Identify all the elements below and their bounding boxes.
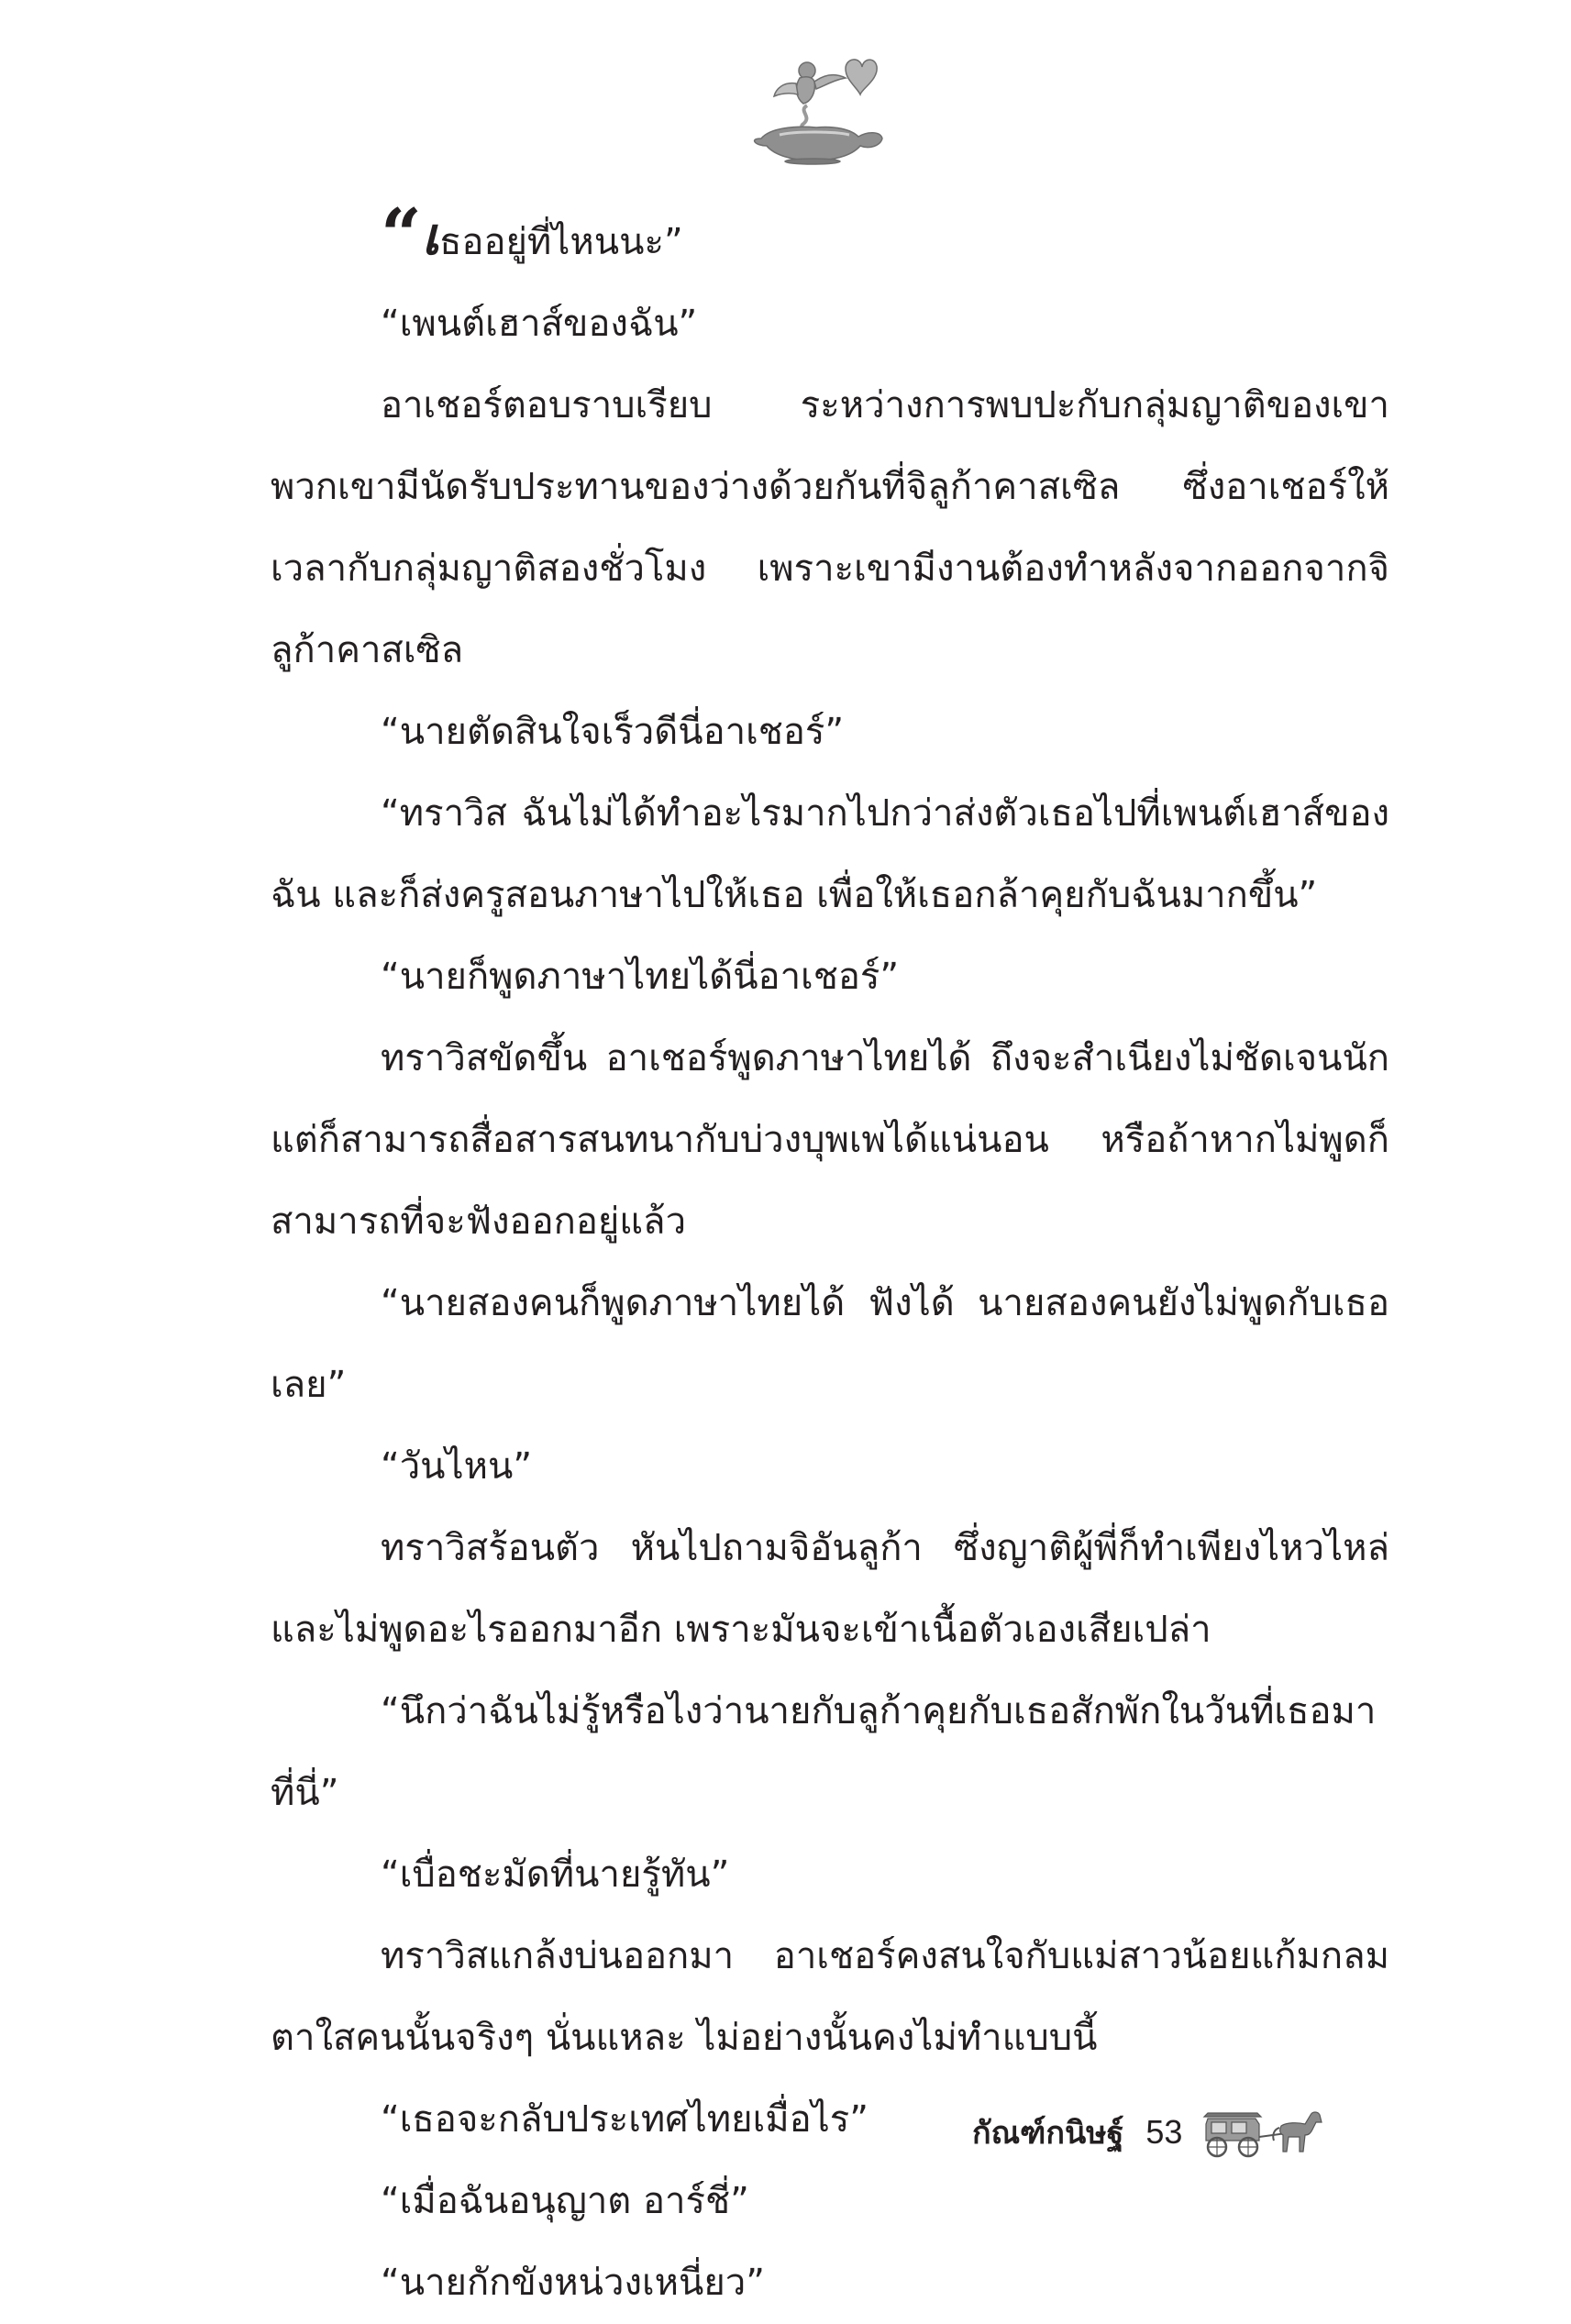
paragraph: “เธอจะกลับประเทศไทยเมื่อไร” — [381, 2098, 868, 2141]
paragraph: ทราวิสขัดขึ้น อาเชอร์พูดภาษาไทยได้ ถึงจะสำเนียงไม่ชัดเจนนักแต่ก็สามารถสื่อสารสนทนากับบ่วงบุพเพได้แน่นอน หรือถ้าหากไม่พูดก็สามารถที่จะฟังออกอยู่แล้ว — [271, 1037, 1389, 1243]
paragraph: “เบื่อชะมัดที่นายรู้ทัน” — [381, 1854, 730, 1896]
paragraph: “นายตัดสินใจเร็วดีนี่อาเชอร์” — [381, 711, 845, 753]
dropcap-letter: เ — [421, 207, 440, 267]
page-number: 53 — [1145, 2113, 1183, 2151]
horse-carriage-icon — [1202, 2106, 1331, 2159]
paragraph-first-text: ธออยู่ที่ไหนนะ” — [439, 221, 683, 263]
genie-lamp-icon — [743, 50, 890, 165]
paragraph: อาเชอร์ตอบราบเรียบ ระหว่างการพบปะกับกลุ่มญาติของเขา พวกเขามีนัดรับประทานของว่างด้วยกันที่จิลูก้าคาสเซิล ซึ่งอาเชอร์ให้เวลากับกลุ่มญาติสองชั่วโมง เพราะเขามีงานต้องทำหลังจากออกจากจิลูก้าคาสเซิล — [271, 384, 1389, 671]
paragraph: “ทราวิส ฉันไม่ได้ทำอะไรมากไปกว่าส่งตัวเธอไปที่เพนต์เฮาส์ของฉัน และก็ส่งครูสอนภาษาไปให้เธอ เพื่อให้เธอกล้าคุยกับฉันมากขึ้น” — [271, 792, 1389, 916]
paragraph: “เมื่อฉันอนุญาต อาร์ชี่” — [381, 2180, 749, 2222]
paragraph-first — [271, 202, 1389, 283]
page-footer — [972, 2105, 1394, 2160]
paragraph: “นึกว่าฉันไม่รู้หรือไงว่านายกับลูก้าคุยกับเธอสักพักในวันที่เธอมาที่นี่” — [271, 1690, 1377, 1814]
paragraph: “เพนต์เฮาส์ของฉัน” — [381, 303, 698, 345]
book-title: กัณฑ์กนิษฐ์ — [972, 2115, 1124, 2152]
paragraph: ทราวิสแกล้งบ่นออกมา อาเชอร์คงสนใจกับแม่สาวน้อยแก้มกลมตาใสคนนั้นจริงๆ นั่นแหละ ไม่อย่างนั้นคงไม่ทำแบบนี้ — [271, 1935, 1389, 2059]
body-text — [271, 202, 1389, 2324]
paragraph: “นายกักขังหน่วงเหนี่ยว” — [381, 2262, 765, 2304]
paragraph: “นายก็พูดภาษาไทยได้นี่อาเชอร์” — [381, 956, 900, 998]
paragraph: ทราวิสร้อนตัว หันไปถามจิอันลูก้า ซึ่งญาติผู้พี่ก็ทำเพียงไหวไหล่และไม่พูดอะไรออกมาอีก เพราะมันจะเข้าเนื้อตัวเองเสียเปล่า — [271, 1527, 1389, 1651]
paragraph: “นายสองคนก็พูดภาษาไทยได้ ฟังได้ นายสองคนยังไม่พูดกับเธอเลย” — [271, 1282, 1389, 1406]
dropcap-quote: “ — [381, 202, 422, 277]
paragraph: “วันไหน” — [381, 1445, 533, 1488]
